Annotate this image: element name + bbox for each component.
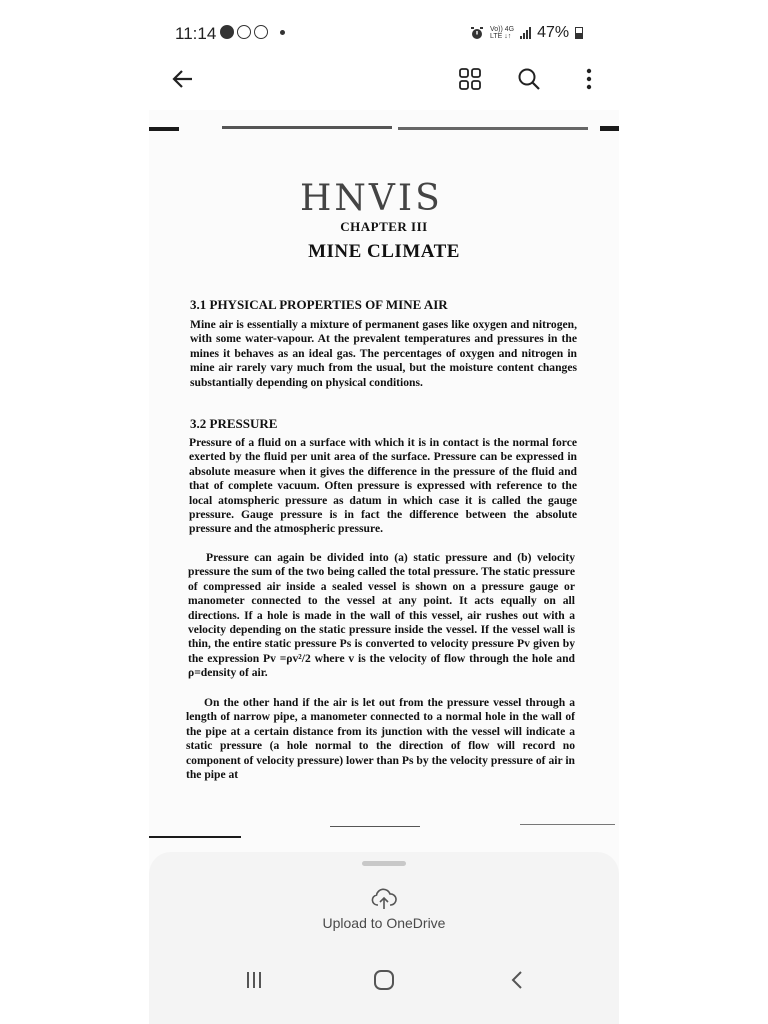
- section-heading: 3.1 PHYSICAL PROPERTIES OF MINE AIR: [190, 297, 448, 312]
- section-paragraph: [188, 551, 575, 681]
- signal-icon: [520, 27, 531, 39]
- recents-icon: [245, 971, 263, 989]
- paragraph-text: Pressure of a fluid on a surface with which it is in contact is the normal force exerted by the fluid per unit area of the surface. Pressure can be expressed in absolute measure when it gives the difference in the pressure of the fluid and that of complete vacuum. Often pressure is expressed with reference to the local atomspheric pressure as datum in which case it is called the gauge pressure. Gauge pressure is in fact the difference between the absolute pressure and the atmospheric pressure.: [189, 436, 577, 536]
- paragraph-text: Pressure can again be divided into (a) static pressure and (b) velocity pressure the sum of the two being called the total pressure. The static pressure of compressed air inside a sealed vessel is shown on a pressure gauge or manometer connected to the vessel at any point. It acts equally on all directions. If a hole is made in the wall of this vessel, air rushes out with a velocity depending on the static pressure inside the vessel. If the vessel wall is thin, the entire static pressure Ps is converted to velocity pressure Pv given by the expression Pv =ρv²/2 where v is the velocity of flow through the hole and ρ=density of air.: [188, 551, 575, 680]
- system-status: [470, 24, 583, 42]
- scan-artifact: [222, 126, 392, 129]
- search-button[interactable]: [509, 59, 549, 99]
- scan-artifact: [398, 127, 588, 130]
- upload-label: Upload to OneDrive: [322, 915, 446, 931]
- chapter-title: MINE CLIMATE: [308, 241, 460, 262]
- section-paragraph: [190, 318, 577, 390]
- recents-button[interactable]: [234, 965, 274, 995]
- system-nav-bar: [0, 955, 768, 1005]
- upload-to-onedrive-button[interactable]: [300, 885, 468, 937]
- viewer-toolbar: [0, 55, 768, 101]
- chapter-label: CHAPTER III: [340, 219, 428, 234]
- messenger-icon: [220, 25, 234, 39]
- status-time: 11:14: [175, 24, 217, 43]
- battery-icon: [575, 27, 583, 39]
- scan-artifact: [520, 824, 615, 825]
- more-options-button[interactable]: [569, 59, 609, 99]
- paragraph-text: Mine air is essentially a mixture of permanent gases like oxygen and nitrogen, with some water-vapour. At the prevalent temperatures and pressures in the mines it behaves as an ideal gas. The percentages of oxygen and nitrogen in mine air rarely vary much from the usual, but the moisture content changes substantially depending on physical conditions.: [190, 318, 577, 389]
- battery-percent: 47%: [537, 24, 570, 41]
- notification-icons: [220, 25, 285, 39]
- nav-back-icon: [511, 970, 523, 990]
- network-top: Vo)) 4G: [490, 26, 515, 33]
- back-arrow-icon: [172, 68, 194, 90]
- alarm-icon: [470, 26, 484, 40]
- play-icon: [254, 25, 268, 39]
- network-indicator: [490, 26, 514, 40]
- grid-view-button[interactable]: [450, 59, 490, 99]
- nav-back-button[interactable]: [497, 965, 537, 995]
- more-vert-icon: [586, 68, 592, 90]
- scan-artifact: [149, 127, 179, 131]
- home-button[interactable]: [364, 965, 404, 995]
- scan-artifact: [330, 826, 420, 827]
- whatsapp-icon: [237, 25, 251, 39]
- cloud-upload-icon: [371, 888, 397, 910]
- back-button[interactable]: [163, 59, 203, 99]
- paragraph-text: On the other hand if the air is let out from the pressure vessel through a length of narrow pipe, a manometer connected to a normal hole in the wall of the pipe at a certain distance from its junction with the vessel will indicate a static pressure (a hole normal to the direction of flow will record no component of velocity pressure) lower than Ps by the velocity pressure of air in the pipe at: [186, 696, 575, 782]
- search-icon: [517, 67, 541, 91]
- scan-artifact: [600, 126, 619, 131]
- network-bottom: LTE ↓↑: [490, 33, 512, 40]
- section-paragraph: [189, 436, 577, 537]
- more-notifications-dot: [280, 30, 285, 35]
- sheet-drag-handle[interactable]: [362, 861, 406, 866]
- section-heading: 3.2 PRESSURE: [190, 416, 278, 431]
- scan-artifact: [149, 836, 241, 838]
- section-paragraph: [186, 696, 575, 782]
- home-icon: [373, 969, 395, 991]
- handwritten-signature: HNVIS: [300, 178, 443, 219]
- grid-view-icon: [459, 68, 481, 90]
